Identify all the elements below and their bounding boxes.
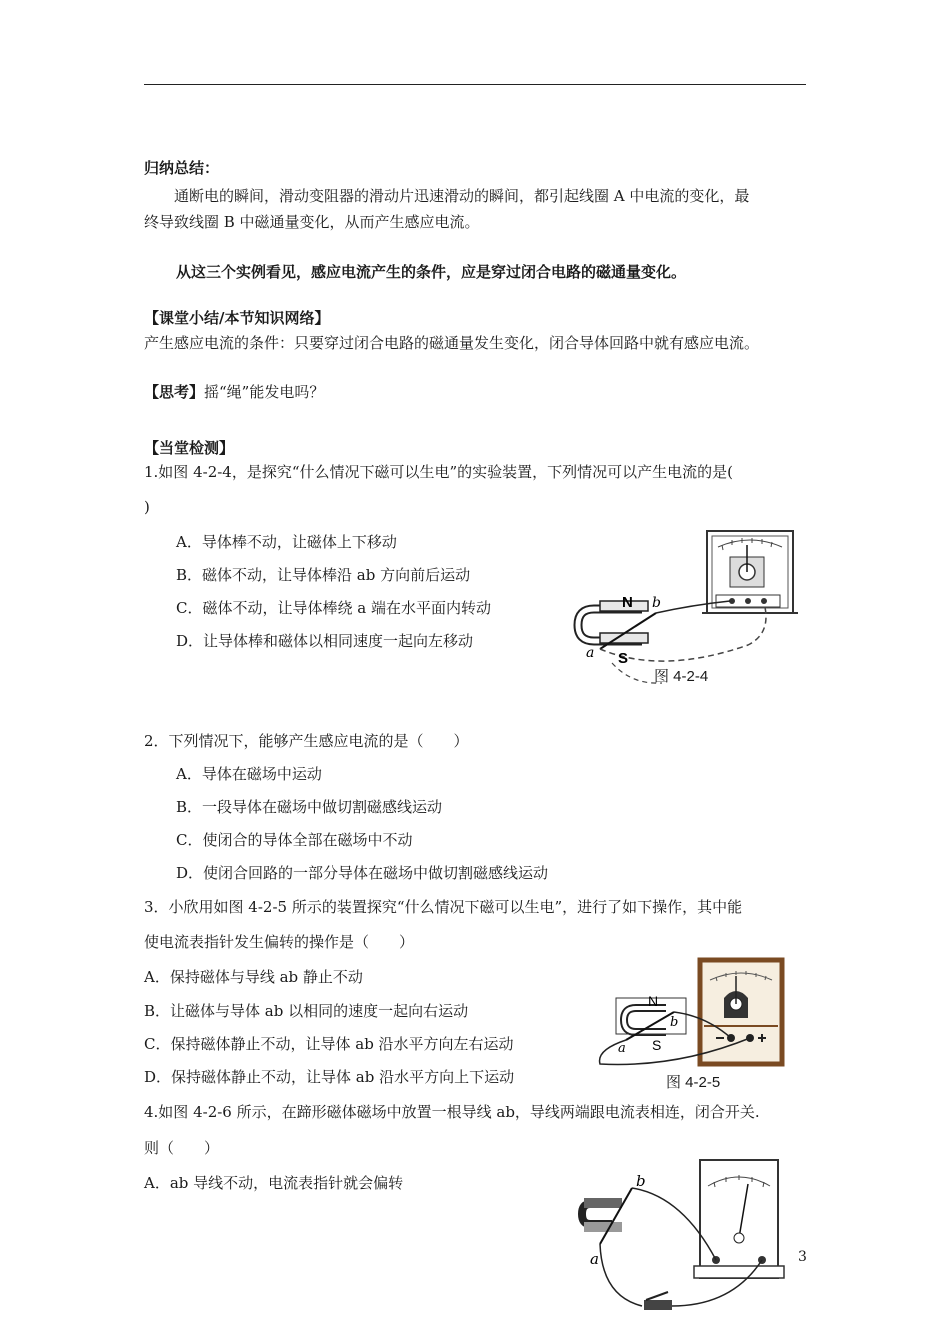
q1-stem-line2: ) <box>144 498 150 516</box>
q2-stem: 2．下列情况下，能够产生感应电流的是（ ） <box>144 732 469 750</box>
summary-heading: 归纳总结： <box>144 159 220 177</box>
fig425-a-label: a <box>618 1041 626 1056</box>
q4-stem-line1: 4.如图 4-2-6 所示，在蹄形磁体磁场中放置一根导线 ab，导线两端跟电流表相连，闭合开关. <box>144 1103 760 1121</box>
q4-option-a: A．ab 导线不动，电流表指针就会偏转 <box>144 1174 404 1192</box>
think-label: 【思考】 <box>144 383 205 401</box>
q1-option-d: D．让导体棒和磁体以相同速度一起向左移动 <box>176 632 474 650</box>
fig424-n-label: N <box>622 594 633 611</box>
q1-stem-line1: 1.如图 4-2-4，是探究“什么情况下磁可以生电”的实验装置，下列情况可以产生电流的是( <box>144 463 734 481</box>
header-rule <box>144 84 806 85</box>
fig425-s-label: S <box>652 1037 662 1053</box>
q4-stem-line2: 则（ ） <box>144 1139 220 1157</box>
q3-stem-line2: 使电流表指针发生偏转的操作是（ ） <box>144 933 415 951</box>
q3-stem-line1: 3．小欣用如图 4-2-5 所示的装置探究“什么情况下磁可以生电”，进行了如下操作，其中能 <box>144 898 743 916</box>
fig424-a-label: a <box>586 645 595 661</box>
class-summary-heading: 【课堂小结/本节知识网络】 <box>144 309 330 327</box>
q2-option-b: B．一段导体在磁场中做切割磁感线运动 <box>176 798 443 816</box>
figure-4-2-5 <box>596 958 796 1068</box>
summary-conclusion: 从这三个实例看见，感应电流产生的条件，应是穿过闭合电路的磁通量变化。 <box>176 263 687 281</box>
fig425-b-label: b <box>670 1015 679 1030</box>
page-number: 3 <box>798 1249 807 1265</box>
q2-option-c: C．使闭合的导体全部在磁场中不动 <box>176 831 413 849</box>
check-heading: 【当堂检测】 <box>144 439 235 457</box>
fig424-caption: 图 4-2-4 <box>654 668 709 685</box>
fig426-b-label: b <box>636 1172 646 1190</box>
fig425-caption: 图 4-2-5 <box>666 1074 721 1091</box>
q1-option-a: A．导体棒不动，让磁体上下移动 <box>176 533 397 551</box>
think-text: 摇“绳”能发电吗？ <box>204 383 325 401</box>
q3-option-a: A．保持磁体与导线 ab 静止不动 <box>144 968 363 986</box>
fig424-s-label: S <box>618 650 629 667</box>
fig426-a-label: a <box>590 1250 599 1268</box>
q1-option-b: B．磁体不动，让导体棒沿 ab 方向前后运动 <box>176 566 471 584</box>
q1-option-c: C．磁体不动，让导体棒绕 a 端在水平面内转动 <box>176 599 491 617</box>
think-line <box>144 382 324 402</box>
q2-option-a: A．导体在磁场中运动 <box>176 765 322 783</box>
fig425-n-label: N <box>648 993 659 1009</box>
fig424-b-label: b <box>652 595 661 611</box>
figure-4-2-6 <box>572 1156 802 1336</box>
q3-option-c: C．保持磁体静止不动，让导体 ab 沿水平方向左右运动 <box>144 1035 514 1053</box>
class-summary-text: 产生感应电流的条件：只要穿过闭合电路的磁通量发生变化，闭合导体回路中就有感应电流。 <box>144 334 760 352</box>
q3-option-d: D．保持磁体静止不动，让导体 ab 沿水平方向上下运动 <box>144 1068 515 1086</box>
q3-option-b: B．让磁体与导体 ab 以相同的速度一起向右运动 <box>144 1002 469 1020</box>
q2-option-d: D．使闭合回路的一部分导体在磁场中做切割磁感线运动 <box>176 864 549 882</box>
summary-paragraph-line1: 通断电的瞬间，滑动变阻器的滑动片迅速滑动的瞬间，都引起线圈 A 中电流的变化，最 <box>174 187 750 205</box>
summary-paragraph-line2: 终导致线圈 B 中磁通量变化，从而产生感应电流。 <box>144 213 480 231</box>
